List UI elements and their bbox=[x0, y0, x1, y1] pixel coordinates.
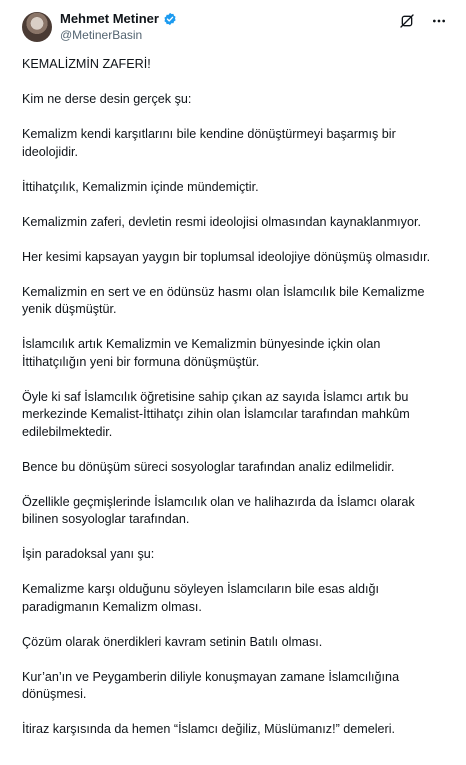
tweet-paragraph: Kemalizm kendi karşıtlarını bile kendine dönüştürmeyi başarmış bir ideolojidir. bbox=[22, 127, 400, 159]
handle[interactable]: @MetinerBasin bbox=[60, 28, 143, 42]
tweet-paragraph: İtiraz karşısında da hemen “İslamcı değiliz, Müslümanız!” demeleri. bbox=[22, 722, 396, 736]
tweet-paragraph: İşin paradoksal yanı şu: bbox=[22, 547, 155, 561]
name-row bbox=[60, 10, 177, 27]
tweet-paragraph: Çözüm olarak önerdikleri kavram setinin Batılı olması. bbox=[22, 634, 323, 649]
tweet-paragraph: Her kesimi kapsayan yaygın bir toplumsal ideolojiye dönüşmüş olmasıdır. bbox=[22, 249, 431, 264]
header-actions bbox=[398, 12, 448, 30]
avatar[interactable] bbox=[22, 12, 52, 42]
tweet-paragraph: KEMALİZMİN ZAFERİ! bbox=[22, 57, 151, 71]
tweet-paragraph: Bence bu dönüşüm süreci sosyologlar tarafından analiz edilmelidir. bbox=[22, 459, 395, 474]
grok-icon[interactable] bbox=[398, 12, 416, 30]
tweet-paragraph: İslamcılık artık Kemalizmin ve Kemalizmin bünyesinde içkin olan İttihatçılığın yeni bir formuna dönüşmüştür. bbox=[22, 337, 384, 369]
tweet-paragraph: Kemalizmin zaferi, devletin resmi ideolojisi olmasından kaynaklanmıyor. bbox=[22, 214, 421, 229]
author-info bbox=[60, 10, 177, 43]
tweet-paragraph: Kim ne derse desin gerçek şu: bbox=[22, 92, 192, 106]
tweet-header bbox=[22, 10, 448, 50]
tweet-paragraph: Kur’an’ın ve Peygamberin diliyle konuşmayan zamane İslamcılığına dönüşmesi. bbox=[22, 669, 403, 701]
tweet-paragraph: Özellikle geçmişlerinde İslamcılık olan ve halihazırda da İslamcı olarak bilinen sosyologlar tarafından. bbox=[22, 494, 419, 526]
tweet-text bbox=[22, 56, 446, 739]
tweet-paragraph: Kemalizme karşı olduğunu söyleyen İslamcıların bile esas aldığı paradigmanın Kemalizm olması. bbox=[22, 582, 383, 614]
more-options-icon[interactable] bbox=[430, 12, 448, 30]
tweet-paragraph: İttihatçılık, Kemalizmin içinde mündemiçtir. bbox=[22, 179, 259, 194]
tweet-paragraph: Kemalizmin en sert ve en ödünsüz hasmı olan İslamcılık bile Kemalizme yenik düşmüştür. bbox=[22, 284, 428, 316]
verified-badge-icon bbox=[163, 12, 177, 26]
tweet-paragraph: Öyle ki saf İslamcılık öğretisine sahip çıkan az sayıda İslamcı artık bu merkezinde Kemalist-İttihatçı zihin olan İslamcılar tarafından mahkûm edilebilmektedir. bbox=[22, 389, 414, 439]
display-name[interactable]: Mehmet Metiner bbox=[60, 11, 159, 26]
